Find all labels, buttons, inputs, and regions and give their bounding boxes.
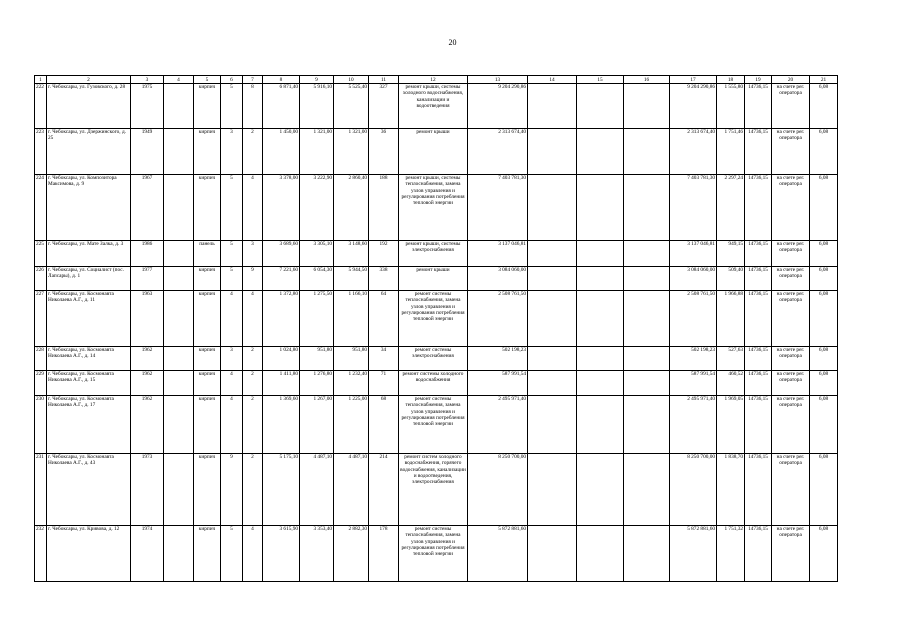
- table-cell: на счете рег. оператора: [772, 454, 810, 526]
- table-cell: 1962: [131, 371, 164, 396]
- column-number-header: 5: [194, 76, 221, 84]
- table-cell: [528, 371, 577, 396]
- column-number-header: 1: [35, 76, 47, 84]
- column-number-header: 21: [810, 76, 838, 84]
- table-cell: 1 372,80: [263, 291, 300, 347]
- table-row: [35, 371, 838, 396]
- table-cell: кирпич: [194, 396, 221, 454]
- table-cell: 6,08: [810, 241, 838, 267]
- column-number-header: 10: [334, 76, 369, 84]
- table-cell: г. Чебоксары, ул. Космонавта Николаева А.Г., д. 17: [47, 396, 131, 454]
- table-cell: [164, 371, 194, 396]
- table-cell: 14736,15: [745, 267, 772, 291]
- table-cell: г. Чебоксары, ул. Кривова, д. 12: [47, 526, 131, 582]
- table-cell: ремонт системы холодного водоснабжения: [399, 371, 468, 396]
- table-cell: [164, 84, 194, 129]
- table-cell: ремонт системы теплоснабжения, замена узлов управления и регулирования потребления тепловой энергии: [399, 526, 468, 582]
- table-cell: 6,08: [810, 454, 838, 526]
- table-cell: 9: [243, 267, 263, 291]
- table-cell: 225: [35, 241, 47, 267]
- table-cell: 9 204 290,86: [468, 84, 528, 129]
- table-cell: 502 198,23: [468, 347, 528, 371]
- column-number-header: 13: [468, 76, 528, 84]
- table-cell: 14736,15: [745, 129, 772, 175]
- table-cell: ремонт крыши: [399, 267, 468, 291]
- table-cell: 64: [369, 291, 399, 347]
- table-cell: 229: [35, 371, 47, 396]
- table-row: [35, 129, 838, 175]
- table-cell: 5: [221, 84, 243, 129]
- table-cell: 5 944,50: [334, 267, 369, 291]
- table-cell: [577, 454, 624, 526]
- table-cell: [624, 129, 670, 175]
- column-number-header: 9: [300, 76, 334, 84]
- table-cell: 4: [243, 291, 263, 347]
- table-cell: кирпич: [194, 129, 221, 175]
- table-cell: 1 555,80: [717, 84, 745, 129]
- table-cell: 3 689,60: [263, 241, 300, 267]
- table-cell: кирпич: [194, 371, 221, 396]
- table-cell: 14736,15: [745, 454, 772, 526]
- table-cell: 6,08: [810, 267, 838, 291]
- table-cell: [577, 396, 624, 454]
- table-cell: на счете рег. оператора: [772, 175, 810, 241]
- table-cell: 3 084 060,00: [670, 267, 717, 291]
- table-cell: г. Чебоксары, ул. Космонавта Николаева А.Г., д. 43: [47, 454, 131, 526]
- table-cell: 327: [369, 84, 399, 129]
- table-cell: [528, 396, 577, 454]
- table-row: [35, 526, 838, 582]
- table-cell: [577, 241, 624, 267]
- table-cell: 2: [243, 371, 263, 396]
- table-cell: 1974: [131, 526, 164, 582]
- table-cell: 502 198,23: [670, 347, 717, 371]
- table-cell: 2: [243, 396, 263, 454]
- table-cell: 5 872 881,60: [670, 526, 717, 582]
- table-cell: 2: [243, 347, 263, 371]
- table-cell: 3 378,00: [263, 175, 300, 241]
- table-cell: [577, 84, 624, 129]
- table-cell: 6 054,30: [300, 267, 334, 291]
- table-cell: 2 508 761,50: [670, 291, 717, 347]
- table-cell: 3 615,90: [263, 526, 300, 582]
- table-cell: [164, 267, 194, 291]
- table-row: [35, 396, 838, 454]
- table-cell: 214: [369, 454, 399, 526]
- table-row: [35, 267, 838, 291]
- table-cell: 2 495 971,40: [670, 396, 717, 454]
- table-cell: ремонт системы теплоснабжения, замена узлов управления и регулирования потребления тепловой энергии: [399, 291, 468, 347]
- table-row: [35, 241, 838, 267]
- table-cell: 2 882,30: [334, 526, 369, 582]
- table-cell: 1 966,88: [717, 291, 745, 347]
- table-cell: 188: [369, 175, 399, 241]
- table-cell: 5: [221, 267, 243, 291]
- table-cell: 5: [221, 526, 243, 582]
- table-cell: 527,63: [717, 347, 745, 371]
- table-cell: 6,08: [810, 526, 838, 582]
- table-cell: 14736,15: [745, 396, 772, 454]
- table-cell: 226: [35, 267, 47, 291]
- table-cell: 1 225,00: [334, 396, 369, 454]
- table-cell: на счете рег. оператора: [772, 526, 810, 582]
- column-number-header: 12: [399, 76, 468, 84]
- page-number: 20: [448, 38, 457, 47]
- table-cell: 14736,15: [745, 371, 772, 396]
- table-cell: 951,80: [300, 347, 334, 371]
- header-row: [35, 76, 838, 84]
- table-cell: 4: [221, 371, 243, 396]
- table-cell: 1967: [131, 175, 164, 241]
- table-cell: г. Чебоксары, ул. Композитора Максимова, д. 9: [47, 175, 131, 241]
- table-cell: 14736,15: [745, 526, 772, 582]
- table-cell: кирпич: [194, 291, 221, 347]
- column-number-header: 18: [717, 76, 745, 84]
- table-cell: 1977: [131, 267, 164, 291]
- table-cell: ремонт крыши: [399, 129, 468, 175]
- table-cell: 587 991,54: [468, 371, 528, 396]
- table-cell: 1962: [131, 396, 164, 454]
- table-cell: 2 860,40: [334, 175, 369, 241]
- table-cell: кирпич: [194, 84, 221, 129]
- table-cell: [164, 175, 194, 241]
- table-cell: 5: [221, 175, 243, 241]
- table-cell: 1 267,00: [300, 396, 334, 454]
- table-cell: 6,08: [810, 175, 838, 241]
- table-cell: [528, 84, 577, 129]
- table-cell: [624, 347, 670, 371]
- table-cell: на счете рег. оператора: [772, 129, 810, 175]
- table-cell: г. Чебоксары, ул. Космонавта Николаева А.Г., д. 11: [47, 291, 131, 347]
- table-cell: 3: [221, 129, 243, 175]
- table-row: [35, 175, 838, 241]
- table-cell: 6,08: [810, 371, 838, 396]
- table-cell: 227: [35, 291, 47, 347]
- table-cell: 1 969,05: [717, 396, 745, 454]
- table-cell: 36: [369, 129, 399, 175]
- column-number-header: 4: [164, 76, 194, 84]
- table-cell: 6,08: [810, 291, 838, 347]
- table-cell: 1986: [131, 241, 164, 267]
- table-cell: 1 369,60: [263, 396, 300, 454]
- table-cell: кирпич: [194, 347, 221, 371]
- table-cell: 4: [243, 175, 263, 241]
- table-cell: 2: [243, 454, 263, 526]
- table-cell: 8 250 700,00: [670, 454, 717, 526]
- table-cell: [624, 454, 670, 526]
- table-cell: [577, 129, 624, 175]
- table-cell: 7 403 781,30: [670, 175, 717, 241]
- table-cell: 7 403 781,30: [468, 175, 528, 241]
- table-cell: 178: [369, 526, 399, 582]
- table-cell: 1 450,00: [263, 129, 300, 175]
- table-cell: 223: [35, 129, 47, 175]
- table-cell: 228: [35, 347, 47, 371]
- table-cell: 4: [221, 291, 243, 347]
- table-cell: 3: [243, 241, 263, 267]
- table-cell: г. Чебоксары, ул. Дзержинского, д. 25: [47, 129, 131, 175]
- table-cell: 951,80: [334, 347, 369, 371]
- table-cell: 1 024,80: [263, 347, 300, 371]
- column-number-header: 19: [745, 76, 772, 84]
- table-row: [35, 347, 838, 371]
- table-cell: на счете рег. оператора: [772, 241, 810, 267]
- table-cell: 1963: [131, 291, 164, 347]
- table-cell: г. Чебоксары, ул. Космонавта Николаева А.Г., д. 15: [47, 371, 131, 396]
- table-cell: ремонт крыши, системы холодного водоснабжения, канализации и водоотведения: [399, 84, 468, 129]
- table-cell: 1 411,80: [263, 371, 300, 396]
- table-cell: г. Чебоксары, ул. Гузовского, д. 28: [47, 84, 131, 129]
- column-number-header: 16: [624, 76, 670, 84]
- column-number-header: 15: [577, 76, 624, 84]
- table-row: [35, 84, 838, 129]
- table-cell: 3 305,10: [300, 241, 334, 267]
- table-cell: 9 204 290,86: [670, 84, 717, 129]
- table-cell: [577, 291, 624, 347]
- table-cell: 2 297,24: [717, 175, 745, 241]
- table-cell: 14736,15: [745, 347, 772, 371]
- table-cell: 509,40: [717, 267, 745, 291]
- table-cell: 224: [35, 175, 47, 241]
- table-cell: [577, 526, 624, 582]
- table-row: [35, 291, 838, 347]
- table-cell: 4 487,10: [300, 454, 334, 526]
- table-cell: 5: [221, 241, 243, 267]
- table-cell: 3 148,60: [334, 241, 369, 267]
- table-cell: 14736,15: [745, 84, 772, 129]
- table-cell: 2 313 674,40: [670, 129, 717, 175]
- table-cell: ремонт системы электроснабжения: [399, 347, 468, 371]
- table-cell: 230: [35, 396, 47, 454]
- column-number-header: 14: [528, 76, 577, 84]
- table-cell: 3 353,40: [300, 526, 334, 582]
- table-cell: [164, 526, 194, 582]
- table-cell: 338: [369, 267, 399, 291]
- table-cell: [528, 175, 577, 241]
- table-cell: [164, 241, 194, 267]
- table-cell: 2 495 971,40: [468, 396, 528, 454]
- table-cell: на счете рег. оператора: [772, 347, 810, 371]
- table-cell: 460,52: [717, 371, 745, 396]
- table-cell: на счете рег. оператора: [772, 396, 810, 454]
- table-cell: кирпич: [194, 526, 221, 582]
- table-cell: 1949: [131, 129, 164, 175]
- table-cell: 71: [369, 371, 399, 396]
- table-cell: 8: [243, 84, 263, 129]
- table-cell: 3 137 046,81: [670, 241, 717, 267]
- table-cell: 9: [221, 454, 243, 526]
- table-cell: г. Чебоксары, ул. Социалист (пос. Лапсары), д. 1: [47, 267, 131, 291]
- column-number-header: 7: [243, 76, 263, 84]
- table-cell: ремонт крыши, системы электроснабжения: [399, 241, 468, 267]
- table-cell: панель: [194, 241, 221, 267]
- table-cell: на счете рег. оператора: [772, 371, 810, 396]
- table-cell: 1 751,46: [717, 129, 745, 175]
- column-number-header: 8: [263, 76, 300, 84]
- table-cell: 3 084 060,00: [468, 267, 528, 291]
- table-cell: 5 916,10: [300, 84, 334, 129]
- table-cell: [577, 371, 624, 396]
- table-cell: 1973: [131, 454, 164, 526]
- table-cell: [577, 267, 624, 291]
- table-cell: [577, 347, 624, 371]
- table-cell: кирпич: [194, 454, 221, 526]
- table-cell: кирпич: [194, 267, 221, 291]
- table-cell: г. Чебоксары, ул. Космонавта Николаева А.Г., д. 14: [47, 347, 131, 371]
- table-cell: 6,08: [810, 347, 838, 371]
- table-cell: 1 321,00: [300, 129, 334, 175]
- table-cell: [528, 241, 577, 267]
- table-cell: ремонт систем холодного водоснабжения, горячего водоснабжения, канализации и водоотведения, электроснабжения: [399, 454, 468, 526]
- table-cell: [164, 291, 194, 347]
- table-cell: 1 321,00: [334, 129, 369, 175]
- table-cell: 1 276,80: [300, 371, 334, 396]
- table-cell: 949,15: [717, 241, 745, 267]
- table-cell: 4: [243, 526, 263, 582]
- table-cell: 3: [221, 347, 243, 371]
- table-cell: 587 991,54: [670, 371, 717, 396]
- table-cell: 14736,15: [745, 291, 772, 347]
- table-cell: ремонт системы теплоснабжения, замена узлов управления и регулирования потребления тепловой энергии: [399, 396, 468, 454]
- table-cell: на счете рег. оператора: [772, 291, 810, 347]
- table-cell: 8 250 700,00: [468, 454, 528, 526]
- column-number-header: 17: [670, 76, 717, 84]
- table-cell: [624, 526, 670, 582]
- table-cell: [624, 371, 670, 396]
- table-cell: 6,08: [810, 129, 838, 175]
- column-number-header: 6: [221, 76, 243, 84]
- table-cell: 5 525,40: [334, 84, 369, 129]
- column-number-header: 11: [369, 76, 399, 84]
- table-cell: 34: [369, 347, 399, 371]
- table-cell: [624, 396, 670, 454]
- table-cell: 6,08: [810, 84, 838, 129]
- table-cell: 2 313 674,40: [468, 129, 528, 175]
- table-cell: [528, 454, 577, 526]
- table-cell: [624, 84, 670, 129]
- table-row: [35, 454, 838, 526]
- table-cell: на счете рег. оператора: [772, 267, 810, 291]
- table-cell: 3 222,90: [300, 175, 334, 241]
- data-table: [34, 75, 838, 582]
- table-cell: г. Чебоксары, ул. Мате Залка, д. 3: [47, 241, 131, 267]
- table-cell: кирпич: [194, 175, 221, 241]
- table-cell: [164, 347, 194, 371]
- table-cell: 6 871,40: [263, 84, 300, 129]
- table-cell: [528, 291, 577, 347]
- column-number-header: 2: [47, 76, 131, 84]
- table-cell: [624, 291, 670, 347]
- table-cell: [528, 526, 577, 582]
- table-cell: 1 838,70: [717, 454, 745, 526]
- table-cell: 1 166,10: [334, 291, 369, 347]
- table-cell: [624, 267, 670, 291]
- table-cell: 1962: [131, 347, 164, 371]
- table-cell: 2: [243, 129, 263, 175]
- table-cell: [624, 241, 670, 267]
- table-cell: [164, 129, 194, 175]
- table-cell: 4: [221, 396, 243, 454]
- table-cell: ремонт крыши, системы теплоснабжения, замена узлов управления и регулирования потребления тепловой энергии: [399, 175, 468, 241]
- table-cell: 4 487,10: [334, 454, 369, 526]
- column-number-header: 3: [131, 76, 164, 84]
- table-cell: 222: [35, 84, 47, 129]
- table-cell: 6,08: [810, 396, 838, 454]
- table-cell: [528, 347, 577, 371]
- table-cell: 1 751,32: [717, 526, 745, 582]
- table-cell: 1975: [131, 84, 164, 129]
- table-cell: 5 872 881,60: [468, 526, 528, 582]
- table-cell: [528, 129, 577, 175]
- table-cell: 2 508 761,50: [468, 291, 528, 347]
- table-cell: 1 275,50: [300, 291, 334, 347]
- column-number-header: 20: [772, 76, 810, 84]
- table-cell: 5 175,10: [263, 454, 300, 526]
- table-cell: 3 137 046,81: [468, 241, 528, 267]
- table-cell: 14736,15: [745, 175, 772, 241]
- table-cell: 192: [369, 241, 399, 267]
- table-cell: [528, 267, 577, 291]
- table-cell: [624, 175, 670, 241]
- table-cell: 68: [369, 396, 399, 454]
- table-cell: 231: [35, 454, 47, 526]
- table-cell: [164, 454, 194, 526]
- table-cell: 7 221,60: [263, 267, 300, 291]
- table-cell: 232: [35, 526, 47, 582]
- table-cell: 1 232,40: [334, 371, 369, 396]
- table-cell: 14736,15: [745, 241, 772, 267]
- table-cell: [577, 175, 624, 241]
- table-cell: на счете рег. оператора: [772, 84, 810, 129]
- table-cell: [164, 396, 194, 454]
